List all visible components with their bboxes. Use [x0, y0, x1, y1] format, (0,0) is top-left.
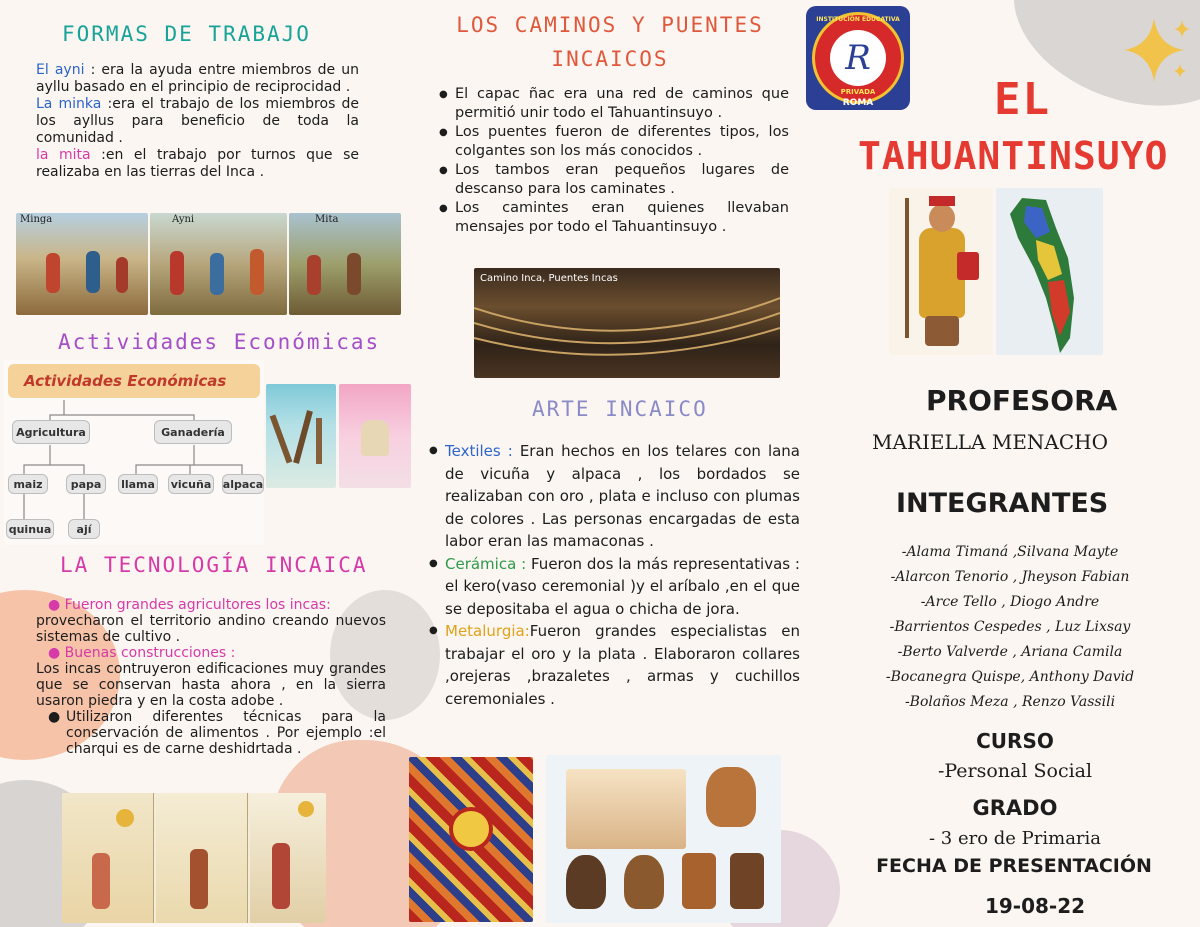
arte-item-ceramica [427, 553, 800, 621]
figure-icon [190, 849, 208, 909]
main-title-line2: TAHUANTINSUYO [858, 134, 1169, 178]
diagram-agricultura: Agricultura [12, 420, 90, 444]
caminos-item: ● El capac ñac era una red de caminos que permitió unir todo el Tahuantinsuyo . [437, 85, 789, 123]
textiles-text: Eran hechos en los telares con lana de vicuña y alpaca , los bordados se realizaban con oro , plata e incluso con plumas de colores . Las personas encargadas de esta labor eran las mamaconas . [445, 442, 800, 550]
vase-icon [624, 855, 664, 909]
figure-icon [272, 843, 290, 909]
caminos-title-line1: LOS CAMINOS Y PUENTES [456, 13, 764, 37]
member-item: -Berto Valverde , Ariana Camila [897, 644, 1123, 660]
metalurgia-label: Metalurgia: [445, 622, 530, 640]
textile-art-image [409, 757, 533, 922]
bullet-icon: ● [48, 645, 65, 661]
diagram-header: Actividades Económicas [8, 364, 260, 398]
figure-icon [170, 251, 184, 295]
caminos-item: ● Los camintes eran quienes llevaban mensajes por todo el Tahuantinsuyo . [437, 199, 789, 237]
bridge-drawing [474, 268, 780, 378]
diagram-ganaderia: Ganadería [154, 420, 232, 444]
member-item: -Bolaños Meza , Renzo Vassili [904, 694, 1116, 710]
inca-crown [929, 196, 955, 206]
diagram-item-maiz: maiz [8, 474, 48, 494]
diagram-item-papa: papa [66, 474, 106, 494]
tec-item2-text: Los incas contruyeron edificaciones muy grandes que se conservan hasta ahora , en la sierra usaron piedra y en la costa adobe . [36, 661, 386, 709]
diagram-item-aji: ají [68, 519, 100, 539]
herramientas-image [266, 384, 336, 488]
work-caption-mita: Mita [315, 214, 339, 225]
figure-icon [116, 257, 128, 293]
inca-staff [905, 198, 909, 338]
work-caption-ayni: Ayni [172, 214, 195, 225]
caminos-item: ● Los tambos eran pequeños lugares de descanso para los caminates . [437, 161, 789, 199]
logo-inner: R [830, 30, 886, 86]
member-item: -Alama Timaná ,Silvana Mayte [901, 544, 1119, 560]
tec-item1-label: Fueron grandes agricultores los incas: [64, 597, 331, 613]
tec-item1-text: provecharon el territorio andino creando nuevos sistemas de cultivo . [36, 613, 386, 645]
arte-title: ARTE INCAICO [532, 397, 708, 421]
vase-icon [682, 853, 716, 909]
caminos-title-line2: INCAICOS [551, 47, 669, 71]
curso-label: CURSO [976, 729, 1054, 753]
work-caption-minga: Minga [20, 214, 53, 225]
tool-icon [270, 414, 293, 463]
tecnologia-title: LA TECNOLOGÍA INCAICA [60, 553, 368, 577]
arte-item-metalurgia [427, 620, 800, 710]
map-drawing [996, 188, 1103, 355]
ayni-text: : era la ayuda entre miembros de un ayllu basado en el principio de reciprocidad . [36, 62, 359, 95]
figure-icon [250, 249, 264, 295]
actividades-title: Actividades Económicas [58, 330, 381, 354]
logo-name: ROMA [842, 98, 874, 108]
main-title [858, 72, 1188, 184]
pottery-scene [566, 769, 686, 849]
caminos-title [420, 8, 800, 76]
tec-item3 [36, 709, 386, 757]
tool-icon [293, 410, 313, 464]
tec-item2-label: Buenas construcciones : [64, 645, 236, 661]
minka-label: La minka [36, 96, 102, 112]
arte-list [427, 440, 800, 710]
diagram-item-alpaca: alpaca [222, 474, 264, 494]
actividades-diagram [4, 360, 264, 545]
ceramica-label: Cerámica : [445, 554, 527, 573]
bridge-image [474, 268, 780, 378]
ayni-label: El ayni [36, 62, 85, 78]
vase-icon [730, 853, 764, 909]
figure-icon [92, 853, 110, 909]
inca-figure-head [929, 204, 955, 232]
work-image-minga [16, 213, 148, 315]
vase-icon [566, 855, 606, 909]
sun-icon [298, 801, 314, 817]
diagram-item-vicuna: vicuña [168, 474, 214, 494]
tec-item2 [36, 645, 386, 661]
tec-item3-text: Utilizaron diferentes técnicas para la conservación de alimentos . Por ejemplo :el charqui es de carne deshidrtada . [66, 709, 386, 757]
main-title-line1: EL [994, 74, 1051, 125]
member-item: -Barrientos Cespedes , Luz Lixsay [889, 619, 1131, 635]
guaman-poma-image [62, 793, 326, 923]
logo-text-top: INSTITUCIÓN EDUCATIVA [816, 16, 900, 23]
bridge-caption: Camino Inca, Puentes Incas [480, 273, 618, 284]
member-item: -Arce Tello , Diogo Andre [920, 594, 1100, 610]
logo-text-bottom: PRIVADA [840, 88, 876, 96]
formas-text [36, 62, 359, 181]
bullet-icon: ● [48, 709, 61, 725]
sun-icon [449, 807, 493, 851]
inca-legs [925, 316, 959, 346]
fecha-value: 19-08-22 [984, 894, 1086, 918]
figure-icon [347, 253, 361, 295]
mita-label: la mita [36, 147, 91, 163]
tahuantinsuyo-map [996, 188, 1103, 355]
grado-value: - 3 ero de Primaria [928, 828, 1102, 849]
ceramica-text: Fueron dos la más representativas : el kero(vaso ceremonial )y el aríbalo ,en el que se depositaba el agua o chicha de jora. [445, 554, 800, 618]
metalurgia-text: Fueron grandes especialistas en trabajar el oro y la plata . Elaboraron collares ,orejeras ,brazaletes , armas y cuchillos ceremoniales . [445, 622, 800, 708]
grado-label: GRADO [972, 796, 1058, 820]
profesora-label: PROFESORA [926, 384, 1118, 417]
sun-icon [116, 809, 134, 827]
tecnologia-text [36, 597, 386, 757]
textiles-label: Textiles : [445, 442, 513, 460]
diagram-item-llama: llama [118, 474, 158, 494]
tec-item1 [36, 597, 386, 613]
figure-icon [307, 255, 321, 295]
inca-image [889, 188, 993, 355]
productos-image [339, 384, 411, 488]
inca-shield [957, 252, 979, 280]
minka-text: :era el trabajo de los miembros de los ayllus para beneficio de toda la comunidad . [36, 96, 360, 146]
fecha-label: FECHA DE PRESENTACIÓN [876, 855, 1152, 877]
member-item: -Bocanegra Quispe, Anthony David [885, 669, 1135, 685]
figure-icon [46, 253, 60, 293]
diagram-item-quinua: quinua [6, 519, 54, 539]
caminos-item: ● Los puentes fueron de diferentes tipos, los colgantes son los más conocidos . [437, 123, 789, 161]
figure-icon [86, 251, 100, 293]
arte-item-textiles [427, 440, 800, 553]
formas-title: FORMAS DE TRABAJO [62, 22, 311, 46]
mita-text: :en el trabajo por turnos que se realizaba en las tierras del Inca . [36, 147, 360, 180]
ceramics-image [546, 755, 781, 923]
member-item: -Alarcon Tenorio , Jheyson Fabian [890, 569, 1130, 585]
members-list [860, 540, 1160, 715]
llama-icon [361, 420, 389, 456]
work-image-mita [289, 213, 401, 315]
figure-icon [210, 253, 224, 295]
caminos-list [437, 85, 789, 237]
tool-icon [316, 418, 322, 464]
vase-icon [706, 767, 756, 827]
integrantes-label: INTEGRANTES [896, 488, 1109, 519]
curso-value: -Personal Social [937, 760, 1093, 782]
bullet-icon: ● [48, 597, 65, 613]
work-image-ayni [150, 213, 287, 315]
profesora-name: MARIELLA MENACHO [872, 430, 1109, 454]
